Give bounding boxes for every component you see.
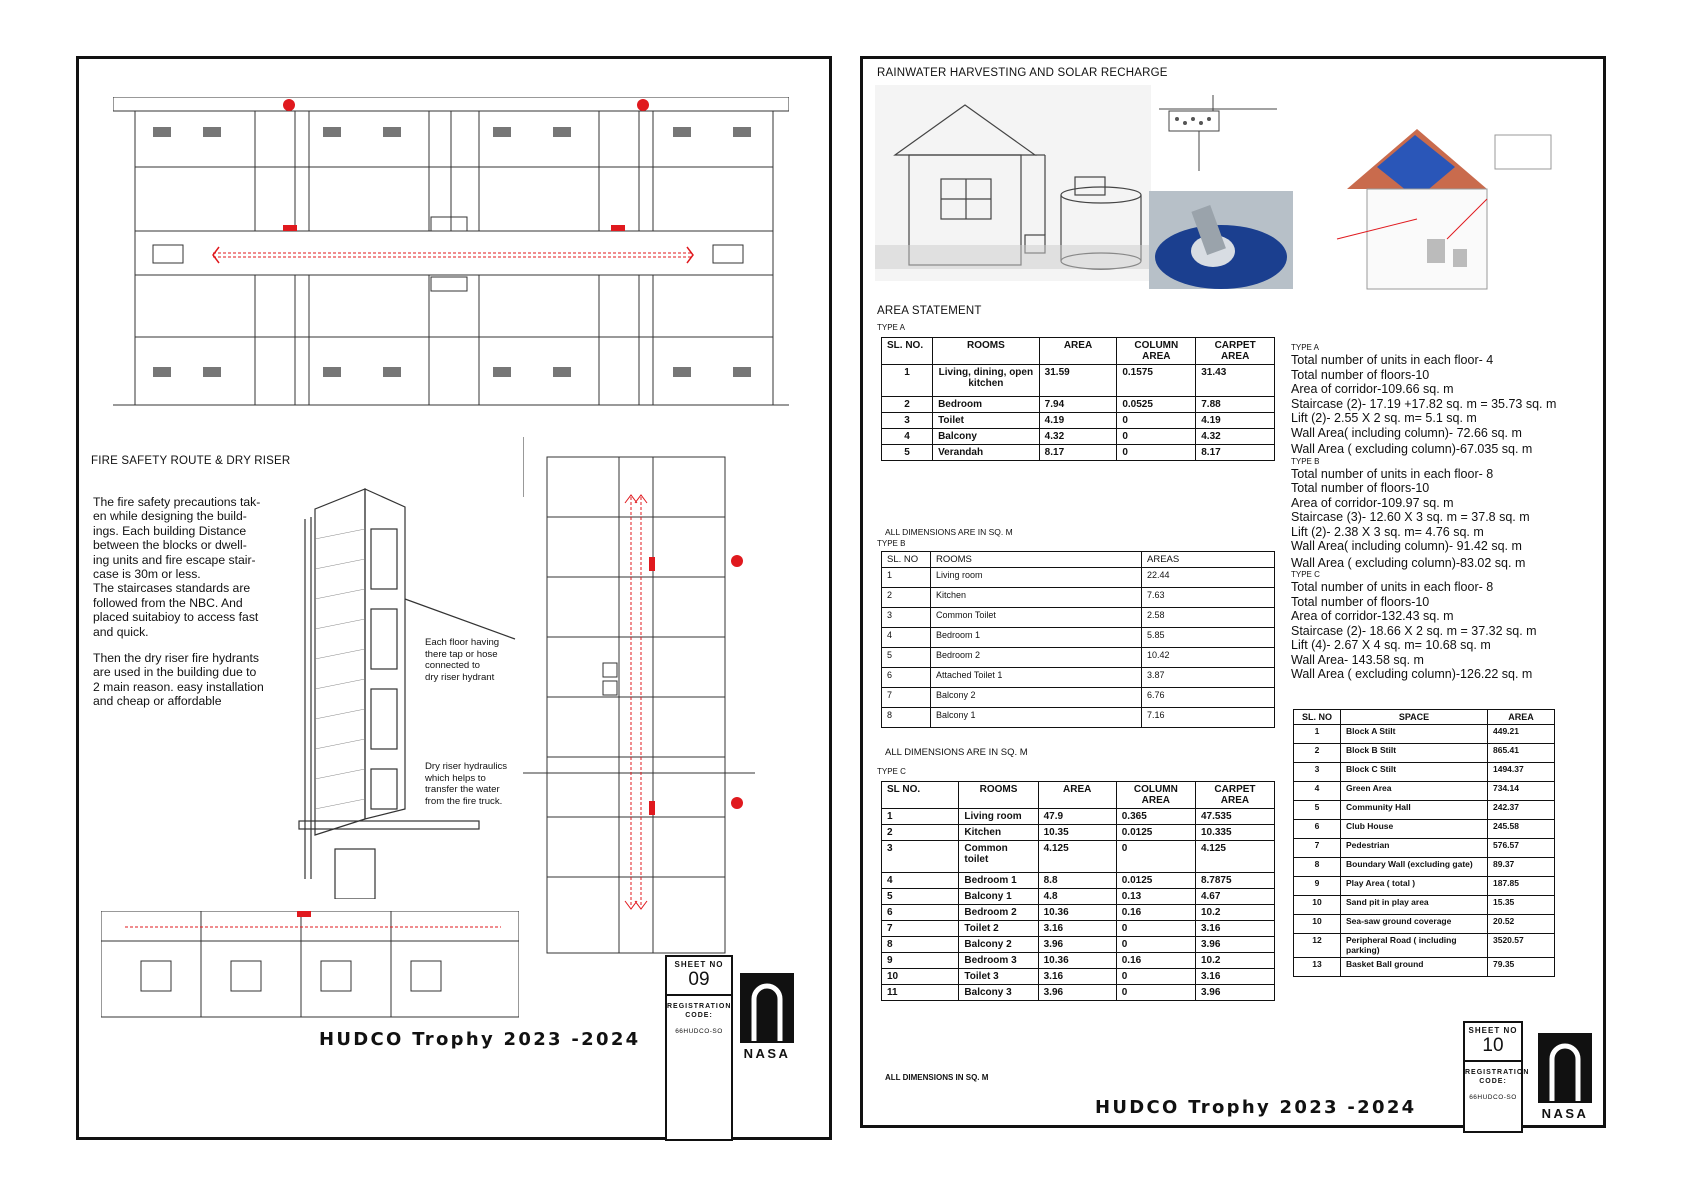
cell: Toilet 2 xyxy=(959,921,1038,937)
table-row xyxy=(1294,858,1555,877)
col-header: CARPET AREA xyxy=(1195,782,1274,809)
info-line: Lift (4)- 2.67 X 4 sq. m= 10.68 sq. m xyxy=(1291,638,1491,652)
cell: 4 xyxy=(1294,782,1341,801)
cell: Basket Ball ground xyxy=(1341,958,1488,977)
table-row xyxy=(882,985,1275,1001)
cell: 449.21 xyxy=(1488,725,1555,744)
table-type-c xyxy=(881,781,1275,1001)
cell: 2 xyxy=(1294,744,1341,763)
area-statement-title: AREA STATEMENT xyxy=(877,305,982,317)
table-header-row xyxy=(882,782,1275,809)
info-line: Total number of units in each floor- 8 xyxy=(1291,466,1494,481)
cell: 3 xyxy=(1294,763,1341,782)
table-row xyxy=(882,809,1275,825)
cell: 3.96 xyxy=(1195,985,1274,1001)
note-tap-hose: Each floor having there tap or hose connected to dry riser hydrant xyxy=(425,637,500,683)
cell: 5 xyxy=(1294,801,1341,820)
table-row xyxy=(882,608,1275,628)
cell: Sand pit in play area xyxy=(1341,896,1488,915)
table-header-row xyxy=(882,338,1275,365)
cell: 245.58 xyxy=(1488,820,1555,839)
info-line: Area of corridor-132.43 sq. m xyxy=(1291,609,1454,623)
cell: 4.19 xyxy=(1196,413,1275,429)
cell: 10.2 xyxy=(1195,953,1274,969)
nasa-logo-icon xyxy=(740,973,794,1043)
nasa-logo xyxy=(737,973,797,1061)
cell: Kitchen xyxy=(959,825,1038,841)
cell: Balcony 3 xyxy=(959,985,1038,1001)
cell: Club House xyxy=(1341,820,1488,839)
cell: 5 xyxy=(882,445,933,461)
cell: 4.8 xyxy=(1038,889,1116,905)
cell: 7.88 xyxy=(1196,397,1275,413)
nasa-logo xyxy=(1535,1033,1595,1121)
cell: 6 xyxy=(1294,820,1341,839)
registration-label: REGISTRATION CODE: xyxy=(1465,1069,1530,1085)
col-header: COLUMN AREA xyxy=(1117,338,1196,365)
cell: 0 xyxy=(1117,445,1196,461)
table-header-row xyxy=(1294,710,1555,725)
cell: 0.16 xyxy=(1116,905,1195,921)
cell: 13 xyxy=(1294,958,1341,977)
cell: 3.96 xyxy=(1038,985,1116,1001)
cell: Block C Stilt xyxy=(1341,763,1488,782)
table-row xyxy=(882,397,1275,413)
cell: 3.16 xyxy=(1038,969,1116,985)
cell: Community Hall xyxy=(1341,801,1488,820)
cell: 20.52 xyxy=(1488,915,1555,934)
cell: Bedroom 1 xyxy=(959,873,1038,889)
cell: 7.94 xyxy=(1039,397,1117,413)
sheet-no-label: SHEET NO xyxy=(674,960,724,969)
info-line: Lift (2)- 2.55 X 2 sq. m= 5.1 sq. m xyxy=(1291,411,1477,425)
cell: 2 xyxy=(882,588,931,608)
cell: Bedroom 2 xyxy=(931,648,1142,668)
cell: 2 xyxy=(882,397,933,413)
table-row xyxy=(882,825,1275,841)
cell: 0.16 xyxy=(1116,953,1195,969)
cell: 6.76 xyxy=(1142,688,1275,708)
col-header: AREA xyxy=(1038,782,1116,809)
cell: 7 xyxy=(882,921,959,937)
info-line: Wall Area ( excluding column)-126.22 sq. m xyxy=(1291,667,1533,681)
cell: 0.0125 xyxy=(1116,825,1195,841)
cell: 4.67 xyxy=(1195,889,1274,905)
cell: Toilet 3 xyxy=(959,969,1038,985)
type-c-info-label: TYPE C xyxy=(1291,570,1320,579)
cell: 8 xyxy=(882,937,959,953)
cell: 3.16 xyxy=(1195,969,1274,985)
cell: 4.19 xyxy=(1039,413,1117,429)
table-row xyxy=(882,841,1275,873)
cell: 0 xyxy=(1116,985,1195,1001)
sheet-no-value: 09 xyxy=(667,969,731,996)
table-c-footer: ALL DIMENSIONS IN SQ. M xyxy=(885,1073,989,1082)
table-row xyxy=(882,413,1275,429)
cell: 187.85 xyxy=(1488,877,1555,896)
cell: 0 xyxy=(1116,841,1195,873)
cell: 4 xyxy=(882,628,931,648)
type-b-info-label: TYPE B xyxy=(1291,456,1320,466)
cell: 10.42 xyxy=(1142,648,1275,668)
type-a-info xyxy=(1291,343,1601,682)
table-row xyxy=(882,588,1275,608)
sheet-no-value: 10 xyxy=(1465,1035,1521,1062)
cell: Peripheral Road ( including parking) xyxy=(1341,934,1488,958)
table-row xyxy=(882,937,1275,953)
cell: 9 xyxy=(882,953,959,969)
cell: 0.0125 xyxy=(1116,873,1195,889)
cell: 0 xyxy=(1116,937,1195,953)
cell: 0 xyxy=(1116,921,1195,937)
cell: 8.7875 xyxy=(1195,873,1274,889)
table-row xyxy=(882,429,1275,445)
cell: 22.44 xyxy=(1142,568,1275,588)
cell: 10 xyxy=(1294,915,1341,934)
cell: Balcony 1 xyxy=(931,708,1142,728)
cell: Common toilet xyxy=(959,841,1038,873)
cell: Living room xyxy=(959,809,1038,825)
info-line: Staircase (2)- 17.19 +17.82 sq. m = 35.73 sq. m xyxy=(1291,396,1557,411)
cell: 8 xyxy=(1294,858,1341,877)
fire-safety-text-1: The fire safety precautions tak- en while designing the build- ings. Each building Distance between the blocks or dwell- ing units and fire escape stair- case is 30m or less. The staircases standards are followed from the NBC. And placed suitabioy to access fast and quick. xyxy=(93,495,261,639)
col-header: ROOMS xyxy=(931,552,1142,568)
cell: 9 xyxy=(1294,877,1341,896)
dry-riser-sketch xyxy=(275,479,527,899)
cell: 0 xyxy=(1116,969,1195,985)
info-line: Wall Area- 143.58 sq. m xyxy=(1291,652,1424,667)
table-row xyxy=(882,708,1275,728)
cell: 6 xyxy=(882,668,931,688)
cell: 4.32 xyxy=(1039,429,1117,445)
table-row xyxy=(1294,839,1555,858)
cell: 0.365 xyxy=(1116,809,1195,825)
type-a-label: TYPE A xyxy=(877,323,906,332)
cell: 15.35 xyxy=(1488,896,1555,915)
cell: 2 xyxy=(882,825,959,841)
cell: 7 xyxy=(1294,839,1341,858)
fire-safety-text-2: Then the dry riser fire hydrants are used in the building due to 2 main reason. easy installation and cheap or affordable xyxy=(93,651,264,709)
col-header: SL NO. xyxy=(882,782,959,809)
cell: 0 xyxy=(1117,413,1196,429)
sheet-09 xyxy=(76,56,832,1140)
cell: 3 xyxy=(882,413,933,429)
table-row xyxy=(882,668,1275,688)
note-dry-riser-hydraulics: Dry riser hydraulics which helps to transfer the water from the fire truck. xyxy=(425,761,508,807)
table-type-b xyxy=(881,551,1275,728)
cell: Living, dining, open kitchen xyxy=(933,365,1040,397)
cell: 3 xyxy=(882,608,931,628)
table-row xyxy=(882,365,1275,397)
cell: Bedroom 1 xyxy=(931,628,1142,648)
cell: 12 xyxy=(1294,934,1341,958)
table-site-areas xyxy=(1293,709,1555,977)
cell: 4 xyxy=(882,873,959,889)
cell: 31.59 xyxy=(1039,365,1117,397)
cell: 7.16 xyxy=(1142,708,1275,728)
registration-code: 66HUDCO-SO xyxy=(675,1028,723,1035)
cell: 0 xyxy=(1117,429,1196,445)
floor-plan-bottom xyxy=(101,911,519,1021)
cell: Kitchen xyxy=(931,588,1142,608)
cell: Common Toilet xyxy=(931,608,1142,628)
table-header-row xyxy=(882,552,1275,568)
registration-label: REGISTRATION CODE: xyxy=(667,1003,732,1019)
table-b-footer: ALL DIMENSIONS ARE IN SQ. M xyxy=(885,747,1028,758)
cell: Green Area xyxy=(1341,782,1488,801)
table-row xyxy=(882,688,1275,708)
table-row xyxy=(882,921,1275,937)
nasa-logo-text: NASA xyxy=(1541,1106,1589,1121)
cell: Bedroom 2 xyxy=(959,905,1038,921)
col-header: ROOMS xyxy=(933,338,1040,365)
info-line: Total number of units in each floor- 8 xyxy=(1291,580,1494,594)
cell: 1 xyxy=(882,365,933,397)
col-header: AREA xyxy=(1488,710,1555,725)
cell: 3.96 xyxy=(1195,937,1274,953)
table-row xyxy=(882,905,1275,921)
cell: 242.37 xyxy=(1488,801,1555,820)
cell: 6 xyxy=(882,905,959,921)
cell: 4.125 xyxy=(1038,841,1116,873)
info-line: Wall Area( including column)- 72.66 sq. m xyxy=(1291,425,1522,440)
table-row xyxy=(1294,958,1555,977)
type-a-info-label: TYPE A xyxy=(1291,343,1320,352)
cell: 8.17 xyxy=(1196,445,1275,461)
cell: 1 xyxy=(1294,725,1341,744)
cell: 1 xyxy=(882,568,931,588)
cell: 89.37 xyxy=(1488,858,1555,877)
floor-plan-vertical xyxy=(523,437,755,963)
info-line: Wall Area ( excluding column)-67.035 sq. m xyxy=(1291,442,1533,456)
fire-safety-title: FIRE SAFETY ROUTE & DRY RISER xyxy=(91,455,291,467)
cell: 0.13 xyxy=(1116,889,1195,905)
info-line: Lift (2)- 2.38 X 3 sq. m= 4.76 sq. m xyxy=(1291,524,1484,539)
cell: 4.32 xyxy=(1196,429,1275,445)
table-row xyxy=(1294,820,1555,839)
info-line: Staircase (3)- 12.60 X 3 sq. m = 37.8 sq. m xyxy=(1291,510,1530,524)
col-header: SL. NO xyxy=(882,552,931,568)
col-header: AREAS xyxy=(1142,552,1275,568)
filter-bed-diagram xyxy=(1149,85,1287,181)
cell: Balcony 2 xyxy=(959,937,1038,953)
table-a-footer: ALL DIMENSIONS ARE IN SQ. M xyxy=(885,527,1013,537)
cell: 3.16 xyxy=(1195,921,1274,937)
cell: Block A Stilt xyxy=(1341,725,1488,744)
cell: Bedroom xyxy=(933,397,1040,413)
cell: 8.8 xyxy=(1038,873,1116,889)
table-row xyxy=(1294,763,1555,782)
table-row xyxy=(882,568,1275,588)
table-row xyxy=(882,873,1275,889)
cell: 576.57 xyxy=(1488,839,1555,858)
cell: Pedestrian xyxy=(1341,839,1488,858)
cell: 865.41 xyxy=(1488,744,1555,763)
sheet-no-label: SHEET NO xyxy=(1468,1026,1518,1035)
cell: 3520.57 xyxy=(1488,934,1555,958)
info-line: Staircase (2)- 18.66 X 2 sq. m = 37.32 sq. m xyxy=(1291,623,1537,638)
cell: 11 xyxy=(882,985,959,1001)
cell: 47.535 xyxy=(1195,809,1274,825)
type-c-label: TYPE C xyxy=(877,767,906,776)
cell: 7.63 xyxy=(1142,588,1275,608)
nasa-logo-text: NASA xyxy=(743,1046,791,1061)
info-line: Total number of floors-10 xyxy=(1291,481,1430,495)
cell: Toilet xyxy=(933,413,1040,429)
table-row xyxy=(1294,877,1555,896)
cell: 3.87 xyxy=(1142,668,1275,688)
cell: Play Area ( total ) xyxy=(1341,877,1488,896)
table-row xyxy=(882,969,1275,985)
cell: Living room xyxy=(931,568,1142,588)
hudco-trophy-title: HUDCO Trophy 2023 -2024 xyxy=(1095,1097,1417,1118)
cell: 0.0525 xyxy=(1117,397,1196,413)
cell: Balcony 2 xyxy=(931,688,1142,708)
registration-code: 66HUDCO-SO xyxy=(1469,1094,1517,1101)
table-row xyxy=(882,889,1275,905)
solar-recharge-diagram xyxy=(1307,119,1553,297)
table-row xyxy=(1294,744,1555,763)
nasa-logo-icon xyxy=(1538,1033,1592,1103)
cell: 3 xyxy=(882,841,959,873)
sheet-10 xyxy=(860,56,1606,1128)
cell: 10 xyxy=(1294,896,1341,915)
cell: 2.58 xyxy=(1142,608,1275,628)
cell: Bedroom 3 xyxy=(959,953,1038,969)
cell: 31.43 xyxy=(1196,365,1275,397)
table-row xyxy=(882,445,1275,461)
type-b-label: TYPE B xyxy=(877,539,906,548)
info-line: Total number of floors-10 xyxy=(1291,594,1430,609)
info-line: Total number of units in each floor- 4 xyxy=(1291,353,1494,367)
cell: Balcony xyxy=(933,429,1040,445)
table-row xyxy=(1294,782,1555,801)
table-row xyxy=(1294,801,1555,820)
filter-photo xyxy=(1149,191,1293,289)
cell: Block B Stilt xyxy=(1341,744,1488,763)
table-row xyxy=(882,628,1275,648)
cell: 10.2 xyxy=(1195,905,1274,921)
rainwater-title: RAINWATER HARVESTING AND SOLAR RECHARGE xyxy=(877,67,1168,79)
col-header: ROOMS xyxy=(959,782,1038,809)
cell: 3.96 xyxy=(1038,937,1116,953)
cell: 5.85 xyxy=(1142,628,1275,648)
col-header: CARPET AREA xyxy=(1196,338,1275,365)
cell: 10.335 xyxy=(1195,825,1274,841)
col-header: SL. NO. xyxy=(882,338,933,365)
cell: 4 xyxy=(882,429,933,445)
col-header: AREA xyxy=(1039,338,1117,365)
cell: 1 xyxy=(882,809,959,825)
cell: 8.17 xyxy=(1039,445,1117,461)
table-row xyxy=(1294,915,1555,934)
info-line: Wall Area( including column)- 91.42 sq. m xyxy=(1291,539,1522,553)
rainwater-house-sketch xyxy=(875,85,1151,281)
info-line: Area of corridor-109.66 sq. m xyxy=(1291,382,1454,396)
cell: 5 xyxy=(882,648,931,668)
cell: Attached Toilet 1 xyxy=(931,668,1142,688)
table-row xyxy=(1294,896,1555,915)
cell: Boundary Wall (excluding gate) xyxy=(1341,858,1488,877)
table-row xyxy=(1294,934,1555,958)
table-row xyxy=(1294,725,1555,744)
cell: 10 xyxy=(882,969,959,985)
col-header: SPACE xyxy=(1341,710,1488,725)
cell: 3.16 xyxy=(1038,921,1116,937)
col-header: COLUMN AREA xyxy=(1116,782,1195,809)
cell: Sea-saw ground coverage xyxy=(1341,915,1488,934)
table-row xyxy=(882,953,1275,969)
cell: 0.1575 xyxy=(1117,365,1196,397)
cell: Verandah xyxy=(933,445,1040,461)
cell: 5 xyxy=(882,889,959,905)
cell: 79.35 xyxy=(1488,958,1555,977)
info-line: Total number of floors-10 xyxy=(1291,367,1430,382)
info-line: Area of corridor-109.97 sq. m xyxy=(1291,495,1454,510)
cell: 10.36 xyxy=(1038,953,1116,969)
floor-plan-top xyxy=(113,97,789,433)
table-row xyxy=(882,648,1275,668)
cell: 10.35 xyxy=(1038,825,1116,841)
cell: 7 xyxy=(882,688,931,708)
title-block xyxy=(1463,1021,1530,1133)
hudco-trophy-title: HUDCO Trophy 2023 -2024 xyxy=(319,1029,641,1050)
info-line: Wall Area ( excluding column)-83.02 sq. m xyxy=(1291,555,1526,570)
col-header: SL. NO xyxy=(1294,710,1341,725)
title-block xyxy=(665,955,733,1141)
cell: 47.9 xyxy=(1038,809,1116,825)
cell: Balcony 1 xyxy=(959,889,1038,905)
table-type-a xyxy=(881,337,1275,461)
cell: 10.36 xyxy=(1038,905,1116,921)
cell: 734.14 xyxy=(1488,782,1555,801)
cell: 4.125 xyxy=(1195,841,1274,873)
cell: 8 xyxy=(882,708,931,728)
cell: 1494.37 xyxy=(1488,763,1555,782)
